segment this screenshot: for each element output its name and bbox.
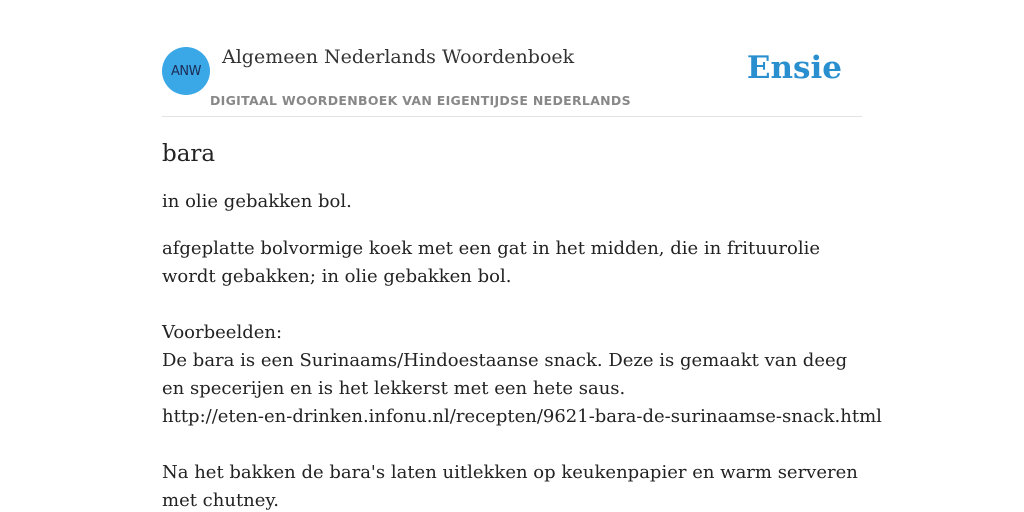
site-title[interactable]: Algemeen Nederlands Woordenboek (222, 46, 575, 68)
spacer (162, 431, 862, 459)
example-source: http://eten-en-drinken.infonu.nl/recepten/9621-bara-de-surinaamse-snack.html (162, 406, 882, 427)
ensie-brand-link[interactable]: Ensie (746, 50, 842, 86)
dictionary-entry (162, 138, 882, 512)
spacer (162, 291, 862, 319)
anw-logo-icon[interactable] (162, 47, 210, 95)
examples-label: Voorbeelden: (162, 322, 283, 343)
logo-text: ANW (171, 63, 201, 79)
site-subtitle: DIGITAAL WOORDENBOEK VAN EIGENTIJDSE NEDERLANDS (210, 93, 631, 108)
example-text: Na het bakken de bara's laten uitlekken op keukenpapier en warm serveren met chutney. (162, 462, 858, 511)
definition-text: afgeplatte bolvormige koek met een gat in het midden, die in frituurolie wordt gebakken; in olie gebakken bol. (162, 238, 821, 287)
short-definition: in olie gebakken bol. (162, 191, 352, 212)
entry-lemma: bara (162, 141, 216, 167)
example-text: De bara is een Surinaams/Hindoestaanse snack. Deze is gemaakt van deeg en specerijen en is het lekkerst met een hete saus. (162, 350, 848, 399)
site-header (162, 40, 862, 117)
definition-block (162, 235, 882, 512)
